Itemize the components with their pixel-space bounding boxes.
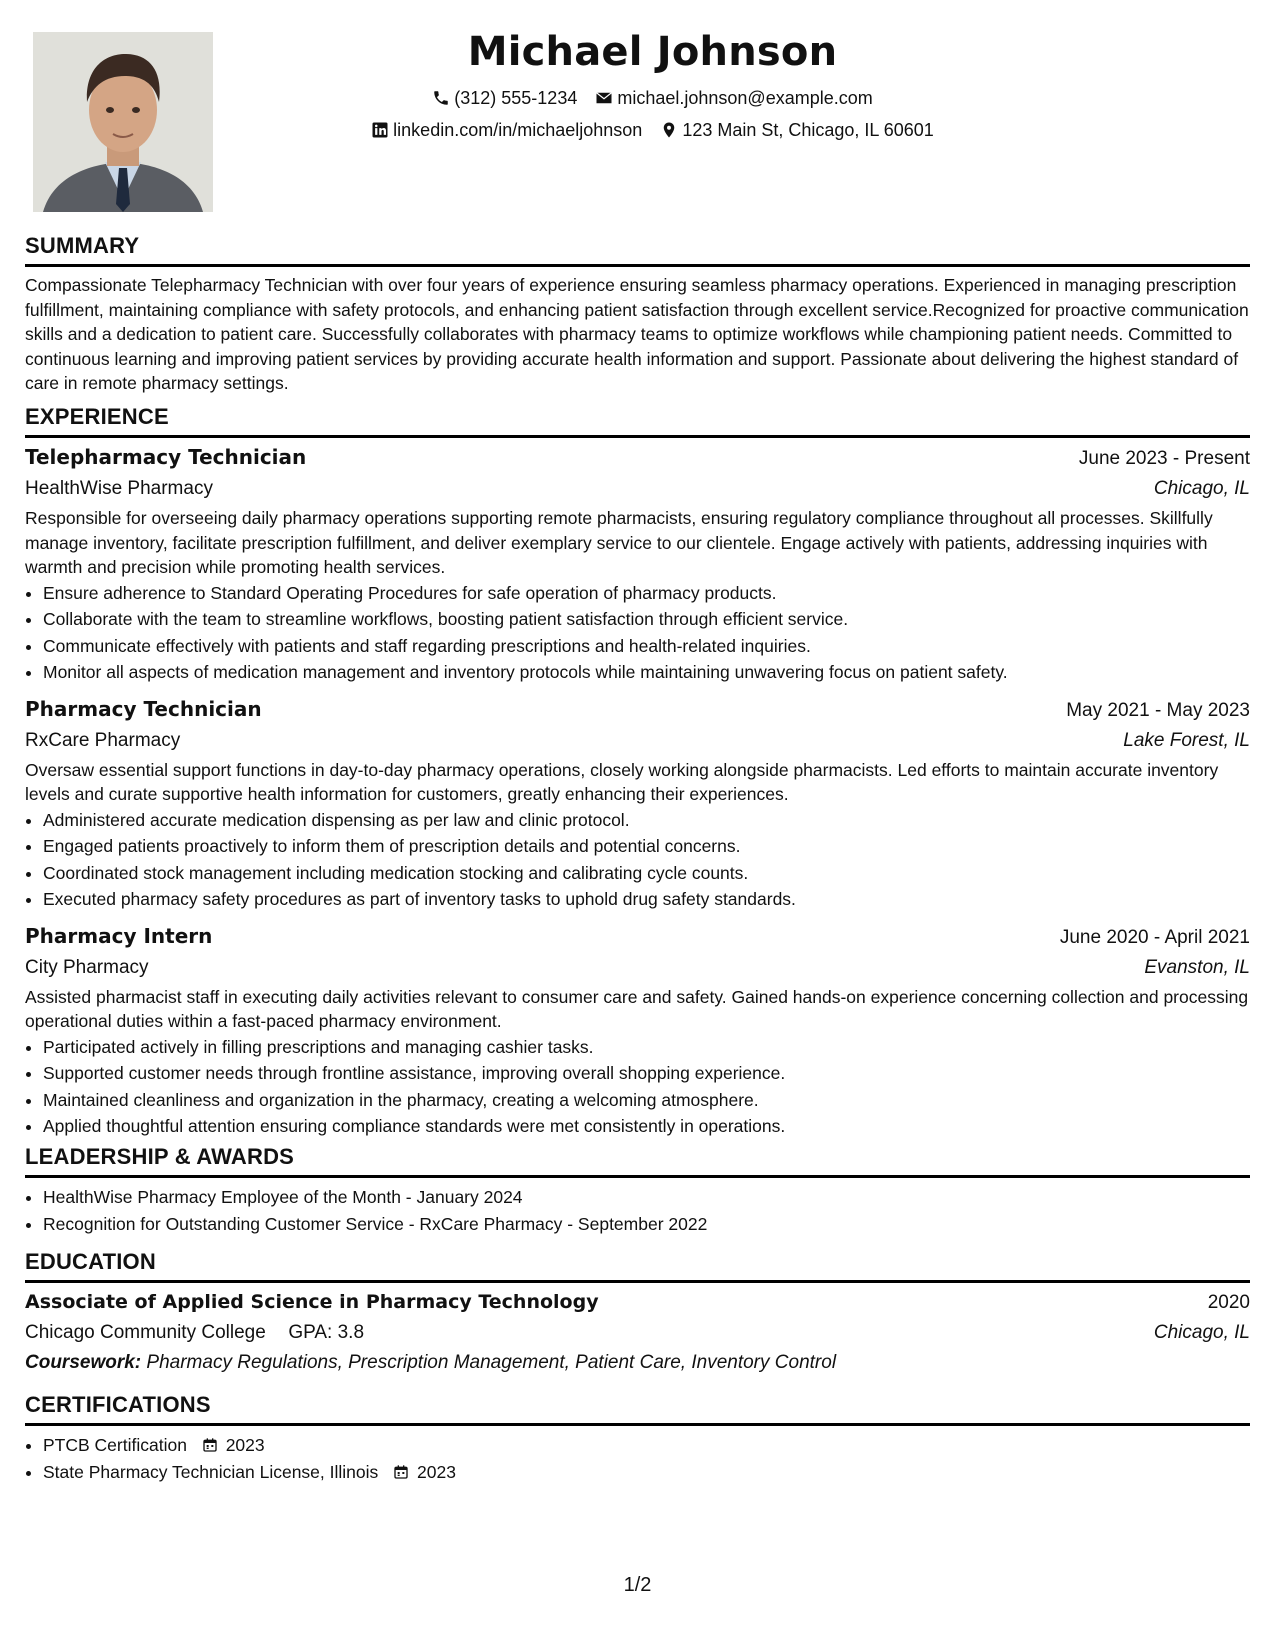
job-description: Oversaw essential support functions in day-to-day pharmacy operations, closely working alongside pharmacists. Led efforts to maintain accurate inventory levels and curate supportive health information for customers, greatly enhancing their experiences. xyxy=(25,759,1219,804)
education-section xyxy=(25,1248,1250,1378)
contact-line-1 xyxy=(40,82,1265,114)
experience-heading: EXPERIENCE xyxy=(25,403,1250,438)
job-description: Responsible for overseeing daily pharmacy operations supporting remote pharmacists, ensuring regulatory compliance throughout all processes. Skillfully manage inventory, facilitate prescription fulfillment, and deliver exemplary service to our clientele. Engage actively with patients, addressing inquiries with warmth and precision while promoting health services. xyxy=(25,508,1213,577)
job-company: RxCare Pharmacy xyxy=(25,729,181,751)
job-bullets xyxy=(25,580,1250,686)
job-title: Pharmacy Technician xyxy=(25,696,262,721)
resume-page xyxy=(25,0,1250,1650)
certification-name: PTCB Certification xyxy=(43,1435,187,1455)
job-entry xyxy=(25,694,1250,913)
job-entry xyxy=(25,921,1250,1140)
coursework-list: Pharmacy Regulations, Prescription Management, Patient Care, Inventory Control xyxy=(146,1352,837,1373)
job-header xyxy=(25,694,1250,726)
job-title: Pharmacy Intern xyxy=(25,923,213,948)
certification-year: 2023 xyxy=(225,1435,265,1455)
address: 123 Main St, Chicago, IL 60601 xyxy=(682,120,934,140)
job-title: Telepharmacy Technician xyxy=(25,445,307,469)
degree-title: Associate of Applied Science in Pharmacy Technology xyxy=(25,1291,599,1313)
list-item: • Participated actively in filling prescriptions and managing cashier tasks. xyxy=(43,1034,1250,1061)
job-location: Chicago, IL xyxy=(1153,478,1250,499)
job-dates: May 2021 - May 2023 xyxy=(1066,699,1250,721)
job-entry xyxy=(25,442,1250,686)
certification-name: State Pharmacy Technician License, Illinois xyxy=(43,1461,379,1482)
contact-address xyxy=(660,114,934,146)
school-info xyxy=(25,1318,364,1348)
contact-linkedin[interactable] xyxy=(371,114,642,146)
awards-section xyxy=(25,1143,1250,1237)
job-subheader xyxy=(25,953,1250,983)
job-subheader xyxy=(25,474,1250,504)
contact-line-2 xyxy=(40,114,1265,146)
list-item: • Recognition for Outstanding Customer Service - RxCare Pharmacy - September 2022 xyxy=(43,1211,1250,1238)
summary-text: Compassionate Telepharmacy Technician with over four years of experience ensuring seamless pharmacy operations. Experienced in managing prescription fulfillment, maintaining compliance with safety protocols, and enhancing patient satisfaction through excellent service.Recognized for proactive communication skills and a dedication to patient care. Successfully collaborates with pharmacy teams to optimize workflows while championing patient needs. Committed to continuous learning and improving patient services by providing accurate health information and support. Passionate about delivering the highest standard of care in remote pharmacy settings. xyxy=(25,275,1249,393)
certifications-heading: CERTIFICATIONS xyxy=(25,1391,1250,1426)
gpa: GPA: 3.8 xyxy=(288,1322,365,1343)
school-location: Chicago, IL xyxy=(1153,1322,1250,1343)
job-header xyxy=(25,442,1250,474)
summary-heading: SUMMARY xyxy=(25,232,1250,267)
list-item: • HealthWise Pharmacy Employee of the Month - January 2024 xyxy=(43,1184,1250,1211)
job-company: City Pharmacy xyxy=(25,956,149,978)
coursework xyxy=(25,1348,1250,1378)
job-bullets xyxy=(25,1034,1250,1140)
job-location: Evanston, IL xyxy=(1144,956,1250,978)
calendar-icon xyxy=(393,1464,409,1480)
list-item: • Communicate effectively with patients and staff regarding prescriptions and health-related inquiries. xyxy=(43,633,1250,660)
job-company: HealthWise Pharmacy xyxy=(25,478,213,499)
linkedin-icon xyxy=(371,121,389,139)
list-item: • Applied thoughtful attention ensuring compliance standards were met consistently in operations. xyxy=(43,1113,1250,1140)
list-item xyxy=(43,1459,1250,1486)
graduation-year: 2020 xyxy=(1207,1292,1250,1313)
job-location: Lake Forest, IL xyxy=(1123,729,1250,751)
experience-section xyxy=(25,403,1250,1140)
candidate-name: Michael Johnson xyxy=(467,29,838,75)
job-description: Assisted pharmacist staff in executing daily activities relevant to consumer care and safety. Gained hands-on experience concerning collection and processing operational duties within a fast-paced pharmacy environment. xyxy=(25,986,1249,1031)
contact-email[interactable] xyxy=(595,82,872,114)
job-dates: June 2023 - Present xyxy=(1078,448,1250,469)
list-item: • Monitor all aspects of medication management and inventory protocols while maintaining unwavering focus on patient safety. xyxy=(43,659,1250,686)
job-subheader xyxy=(25,726,1250,756)
list-item: • Engaged patients proactively to inform them of prescription details and potential concerns. xyxy=(43,833,1250,860)
resume-header xyxy=(25,20,1250,146)
certification-year: 2023 xyxy=(417,1461,456,1482)
summary-section xyxy=(25,232,1250,396)
linkedin-url[interactable]: linkedin.com/in/michaeljohnson xyxy=(393,120,643,140)
phone-number: (312) 555-1234 xyxy=(454,88,578,108)
email-address[interactable]: michael.johnson@example.com xyxy=(617,88,873,108)
list-item: • Supported customer needs through frontline assistance, improving overall shopping experience. xyxy=(43,1060,1250,1087)
list-item: • Coordinated stock management including medication stocking and calibrating cycle counts. xyxy=(43,860,1250,887)
education-subheader xyxy=(25,1318,1250,1348)
list-item: • Collaborate with the team to streamline workflows, boosting patient satisfaction through efficient service. xyxy=(43,606,1250,633)
education-header xyxy=(25,1287,1250,1318)
coursework-label: Coursework: xyxy=(25,1352,142,1373)
school-name: Chicago Community College xyxy=(25,1322,266,1343)
contact-phone xyxy=(432,82,577,114)
page-number: 1/2 xyxy=(623,1574,652,1596)
education-heading: EDUCATION xyxy=(25,1248,1250,1283)
job-dates: June 2020 - April 2021 xyxy=(1059,926,1250,948)
certifications-section xyxy=(25,1391,1250,1485)
job-bullets xyxy=(25,807,1250,913)
list-item: • Ensure adherence to Standard Operating Procedures for safe operation of pharmacy products. xyxy=(43,580,1250,607)
calendar-icon xyxy=(202,1437,218,1453)
list-item: • Administered accurate medication dispensing as per law and clinic protocol. xyxy=(43,807,1250,834)
phone-icon xyxy=(432,89,450,107)
list-item xyxy=(43,1432,1250,1459)
awards-list xyxy=(25,1184,1250,1237)
awards-heading: LEADERSHIP & AWARDS xyxy=(25,1143,1250,1178)
envelope-icon xyxy=(595,89,613,107)
map-pin-icon xyxy=(660,121,678,139)
job-header xyxy=(25,921,1250,953)
list-item: • Executed pharmacy safety procedures as part of inventory tasks to uphold drug safety standards. xyxy=(43,886,1250,913)
certifications-list xyxy=(25,1432,1250,1485)
list-item: • Maintained cleanliness and organization in the pharmacy, creating a welcoming atmosphere. xyxy=(43,1087,1250,1114)
